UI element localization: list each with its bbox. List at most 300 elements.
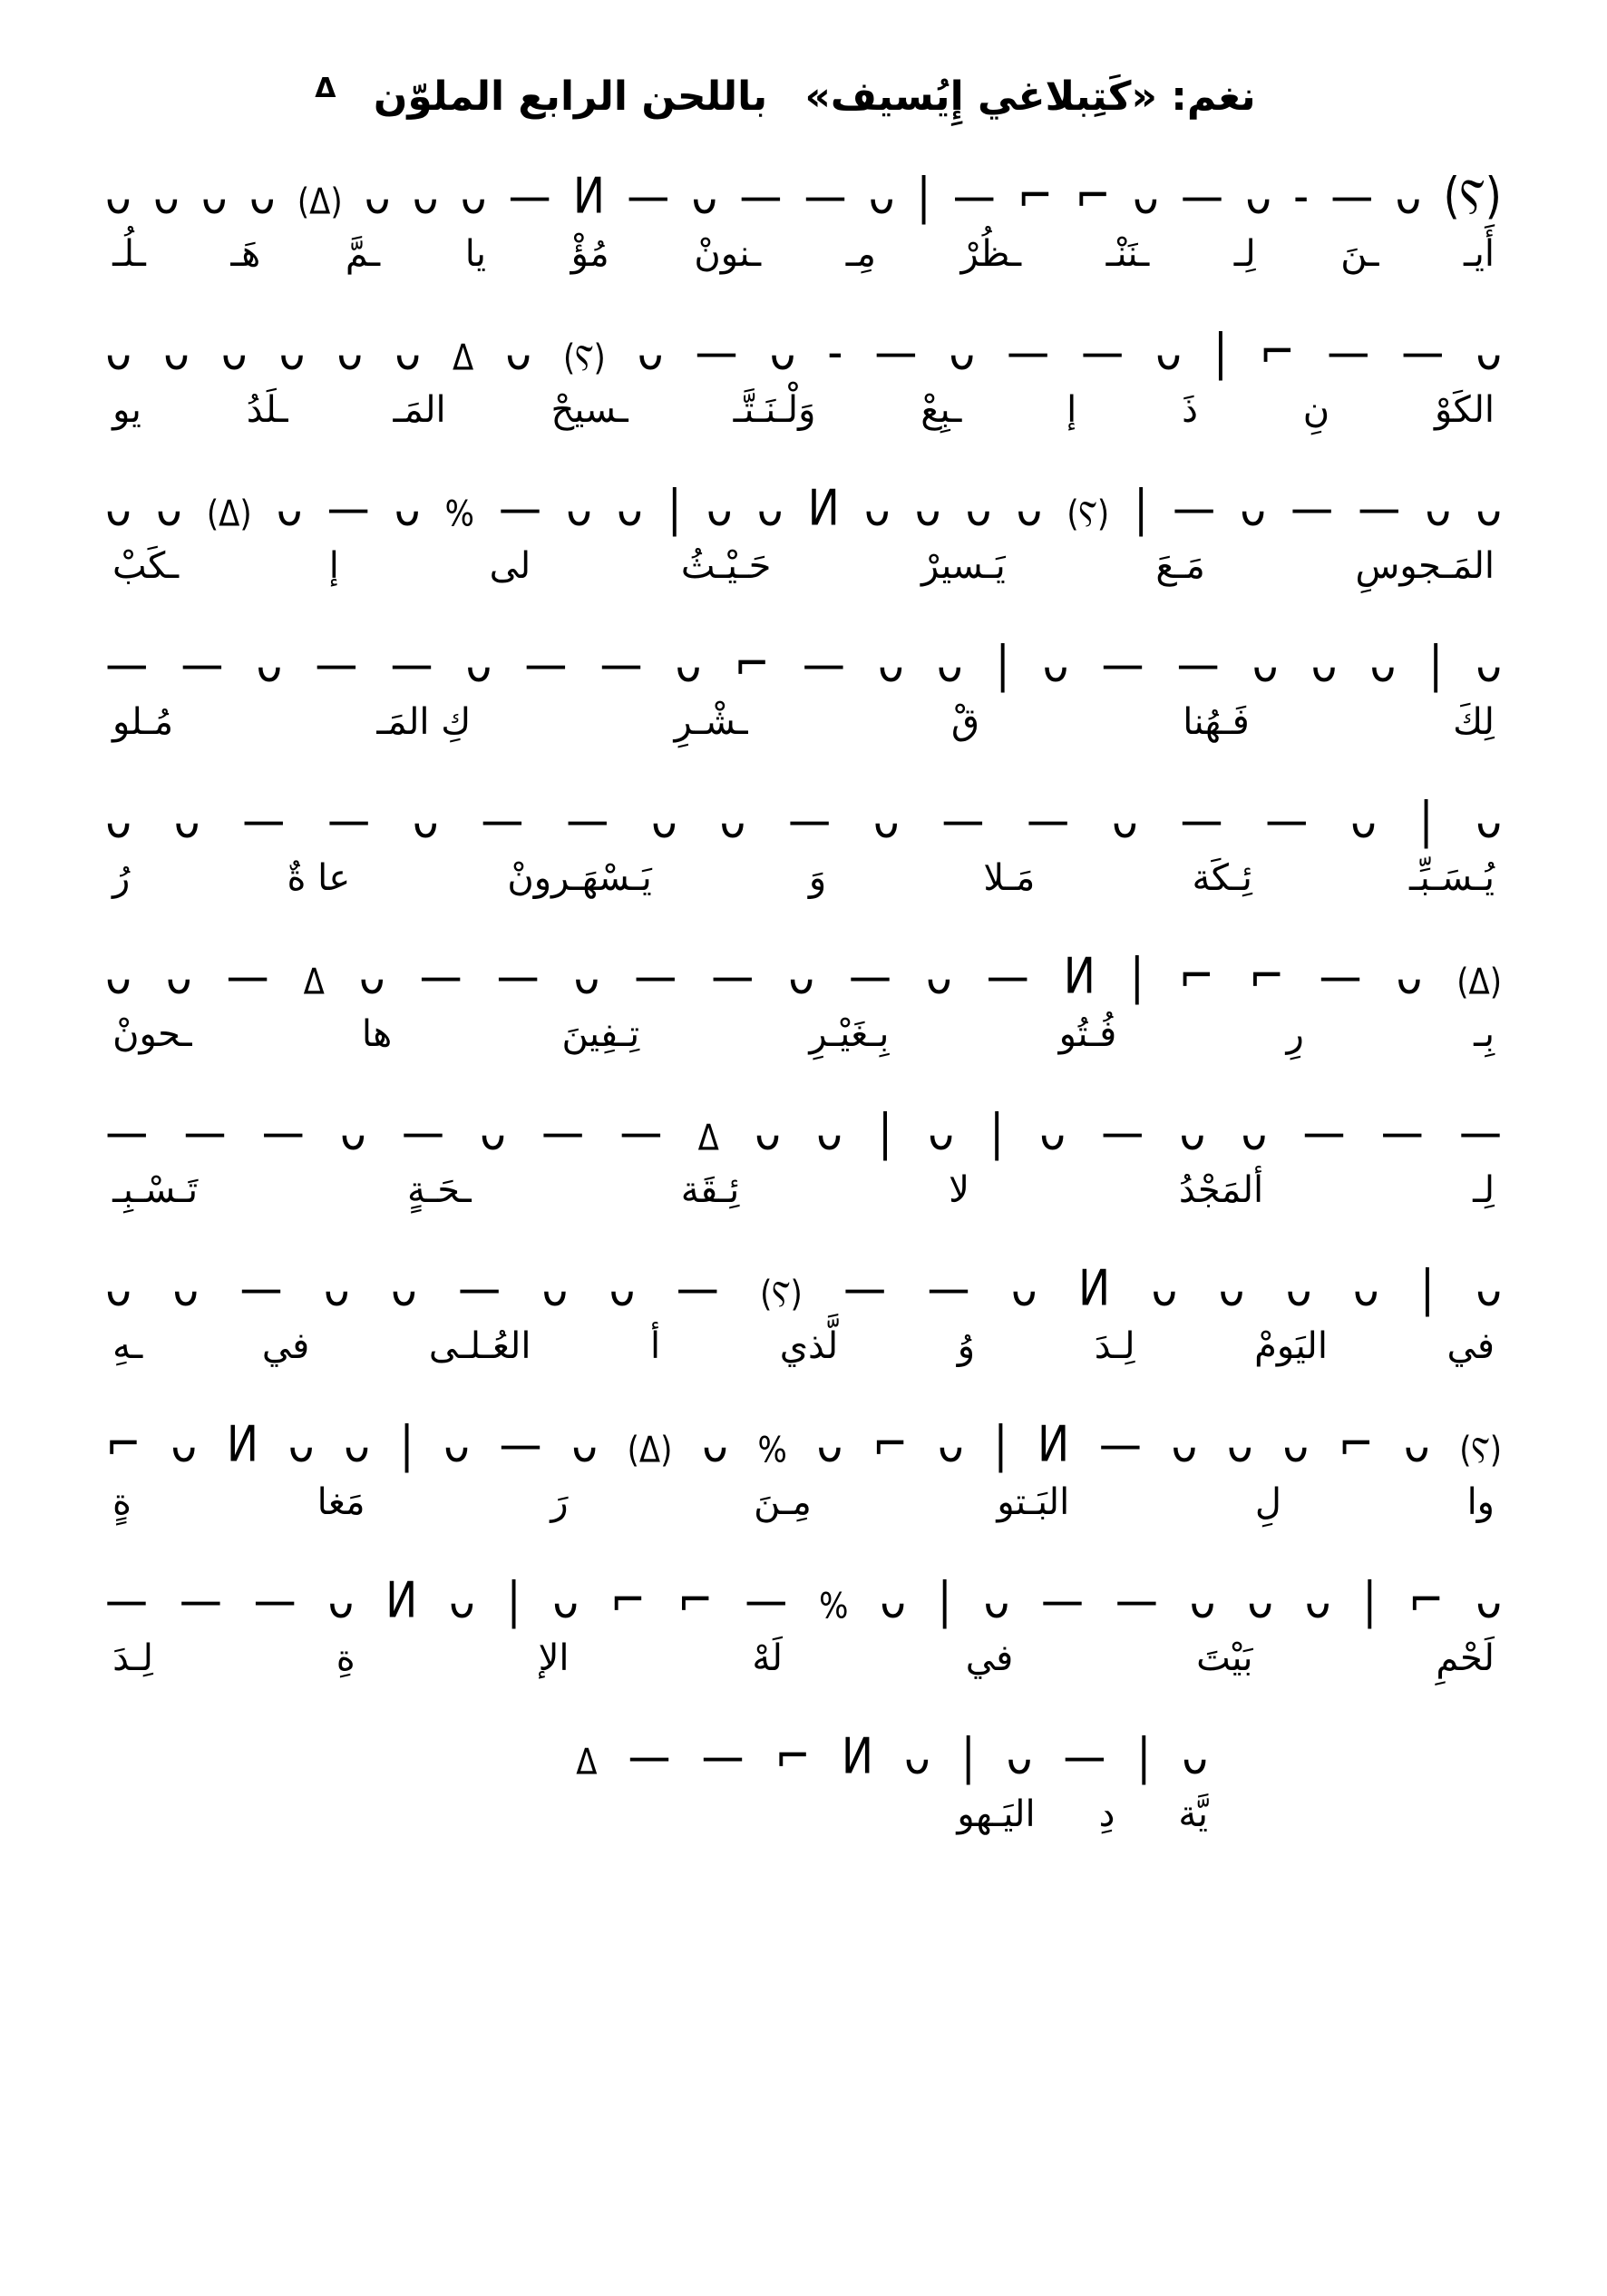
neume: | [1420, 1259, 1435, 1318]
martyria-icon: (Δ) [297, 181, 343, 223]
neume: ᴗ [1189, 1571, 1216, 1630]
neume: Ͷ [572, 167, 606, 226]
lyric-syllable: ـشْـرِ [674, 701, 748, 743]
martyria-icon: (Ⲋ) [760, 1274, 803, 1315]
lyric-syllable: لَحْمِ [1436, 1637, 1495, 1679]
neume: Ͷ [841, 1727, 874, 1786]
neume: ᴗ [1039, 1103, 1066, 1162]
lyric-syllable: مَغا [317, 1481, 365, 1523]
neume: | [1136, 1727, 1152, 1786]
neume: ᴗ [1352, 1259, 1379, 1318]
neume: — [183, 1103, 227, 1162]
neume: ᴗ [949, 323, 976, 382]
neume: ᴗ [541, 1259, 569, 1318]
neume: ᴗ [756, 479, 784, 538]
neume: — [1180, 791, 1223, 850]
lyric-syllable: ـنَ [1340, 233, 1379, 275]
neume: — [952, 167, 996, 226]
mode-label: نغم: [1171, 73, 1256, 120]
neume: ᴗ [465, 635, 492, 694]
lyric-syllable: البَـتو [997, 1481, 1070, 1523]
neume: ᴗ [105, 323, 132, 382]
neume: Ͷ [1037, 1415, 1070, 1474]
neume: ᴗ [1151, 1259, 1178, 1318]
neume: — [390, 635, 433, 694]
neume: ᴗ [200, 167, 228, 226]
neume: ᴗ [1425, 479, 1452, 538]
neume: ᴗ [1285, 1259, 1312, 1318]
neume: Ͷ [226, 1415, 259, 1474]
neume: ᴗ [1369, 635, 1397, 694]
lyric-syllable: لِكَ [1453, 701, 1495, 743]
neume: — [261, 1103, 305, 1162]
neume: — [315, 635, 358, 694]
neume: ᴗ [691, 167, 718, 226]
neume: ᴗ [394, 479, 421, 538]
martyria-icon: (Δ) [1456, 962, 1502, 1003]
lyric-syllable: إ [1066, 389, 1077, 431]
neume: ᴗ [449, 1571, 475, 1630]
neume: — [1101, 635, 1144, 694]
neume: ᴗ [1133, 167, 1159, 226]
neume: ᴗ [816, 1103, 842, 1162]
neume: ᴗ [702, 1415, 728, 1474]
neume: — [1327, 323, 1370, 382]
neume: ᴗ [163, 323, 190, 382]
neume-row-4 [100, 626, 1507, 694]
lyric-syllable: قْ [950, 701, 979, 743]
neume: — [927, 1259, 970, 1318]
neume: — [1063, 1727, 1106, 1786]
lyric-syllable: فَـهُنا [1183, 701, 1250, 743]
lyric-row-4 [100, 700, 1507, 744]
neume: % [757, 1430, 787, 1471]
neume: ᴗ [105, 1259, 132, 1318]
lyric-syllable: يا [464, 233, 487, 275]
stave-10 [100, 1562, 1507, 1680]
lyric-row-3 [100, 544, 1507, 588]
neume: ᴗ [769, 323, 796, 382]
neume: — [1358, 479, 1401, 538]
neume: — [524, 635, 568, 694]
neume: — [253, 1571, 297, 1630]
neume: ᴗ [788, 947, 815, 1006]
lyric-syllable: إ [328, 545, 339, 587]
lyric-syllable: بِـغَيْـرِ [809, 1013, 890, 1055]
neume: ⌐ [1338, 1415, 1375, 1474]
neume: — [326, 479, 370, 538]
neume: — [701, 1727, 745, 1786]
stave-1 [100, 158, 1507, 276]
neume: ᴗ [880, 1571, 906, 1630]
lyric-syllable: ـهِ [112, 1325, 143, 1367]
neume-row-11 [100, 1718, 1507, 1786]
neume: ᴗ [1245, 167, 1271, 226]
neume: ᴗ [914, 479, 941, 538]
lyric-syllable: ـلُـ [112, 233, 146, 275]
neume: ᴗ [1304, 1571, 1331, 1630]
mode-name: «كَتِبلاغي إِيُسيف» [804, 73, 1157, 120]
neume: ᴗ [1182, 1727, 1208, 1786]
neume: ᴗ [1240, 479, 1267, 538]
neume: | [989, 1103, 1005, 1162]
neume: Ͷ [807, 479, 840, 538]
neume: — [619, 1103, 663, 1162]
neume: — [1401, 323, 1445, 382]
lyric-syllable: هَـ [230, 233, 261, 275]
neume-row-8 [100, 1250, 1507, 1318]
lyric-syllable: وُ [957, 1325, 976, 1367]
neume-row-3 [100, 470, 1507, 538]
stave-6 [100, 938, 1507, 1056]
neume: ᴗ [1006, 1727, 1033, 1786]
lyric-row-1 [100, 232, 1507, 276]
neume: ᴗ [248, 167, 276, 226]
neume: — [1459, 1103, 1502, 1162]
lyric-syllable: لِـدَ [1094, 1325, 1135, 1367]
lyric-row-8 [100, 1324, 1507, 1368]
neume: — [986, 947, 1029, 1006]
neume: ᴗ [1252, 635, 1279, 694]
neume: ᴗ [617, 479, 643, 538]
neume: ᴗ [170, 1415, 198, 1474]
neume: Ͷ [1063, 947, 1096, 1006]
neume: — [788, 791, 832, 850]
neume: — [627, 167, 670, 226]
neume: — [1101, 1103, 1144, 1162]
lyric-syllable: تِـفِينَ [561, 1013, 640, 1055]
neume: ⌐ [1178, 947, 1215, 1006]
lyric-syllable: ـنَنْـ [1105, 233, 1150, 275]
neume: — [1380, 1103, 1424, 1162]
lyric-syllable: في [1446, 1325, 1495, 1367]
lyric-syllable: ذَ [1182, 389, 1198, 431]
lyric-syllable: وَ [808, 857, 827, 899]
neume: — [1173, 479, 1216, 538]
neume: ᴗ [1476, 791, 1502, 850]
neume: — [804, 167, 847, 226]
neume: ᴗ [364, 167, 391, 226]
martyria-icon: Δ [315, 73, 336, 104]
neume: ᴗ [505, 323, 532, 382]
neume: | [1428, 635, 1444, 694]
neume: | [667, 479, 682, 538]
neume: ᴗ [460, 167, 487, 226]
neume: — [327, 791, 371, 850]
lyric-syllable: المَـ [393, 389, 446, 431]
neume: | [1129, 947, 1144, 1006]
neume: ᴗ [816, 1415, 843, 1474]
neume: — [458, 1259, 502, 1318]
neume: | [960, 1727, 976, 1786]
neume: ᴗ [719, 791, 746, 850]
lyric-syllable: ـمَّ [345, 233, 381, 275]
lyric-syllable: مَـلا [983, 857, 1036, 899]
lyric-syllable: في [965, 1637, 1014, 1679]
lyric-syllable: لِ [1254, 1481, 1281, 1523]
neume: ᴗ [1042, 635, 1069, 694]
neume: ᴗ [220, 323, 248, 382]
neume: — [1181, 167, 1223, 226]
neume: ᴗ [1395, 167, 1422, 226]
neume: ᴗ [1350, 791, 1377, 850]
neume: — [1041, 1571, 1085, 1630]
neume: - [1293, 167, 1310, 226]
lyric-syllable: مُـلو [112, 701, 174, 743]
lyric-syllable: ئِـقَة [680, 1169, 740, 1211]
page-title [100, 73, 1507, 120]
neume: — [541, 1103, 585, 1162]
neume: % [819, 1586, 849, 1627]
neume: ᴗ [391, 1259, 417, 1318]
neume: ᴗ [105, 479, 131, 538]
neume: ᴗ [904, 1727, 930, 1786]
neume: — [849, 947, 892, 1006]
lyric-syllable: يَـسْهَـرونْ [507, 857, 652, 899]
neume: ᴗ [609, 1259, 636, 1318]
neume: ⌐ [1075, 167, 1111, 226]
lyric-syllable: بَيْتَ [1196, 1637, 1253, 1679]
neume: ᴗ [105, 947, 131, 1006]
neume: ᴗ [155, 479, 182, 538]
lyric-syllable: يَـسيرْ [921, 545, 1006, 587]
lyric-syllable: ـحونْ [112, 1013, 192, 1055]
neume: | [993, 1415, 1008, 1474]
lyric-syllable: نِ [1302, 389, 1330, 431]
neume: ⌐ [677, 1571, 714, 1630]
neume: — [499, 479, 542, 538]
neume: ᴗ [480, 1103, 506, 1162]
neume: — [1290, 479, 1334, 538]
neume: — [1115, 1571, 1158, 1630]
neume: Δ [452, 337, 474, 379]
neume: ᴗ [1218, 1259, 1245, 1318]
neume: — [566, 791, 609, 850]
neume: — [226, 947, 269, 1006]
lyric-syllable: وَلْـنَـتَّـ [733, 389, 816, 431]
lyric-row-5 [100, 856, 1507, 900]
neume: | [937, 1571, 952, 1630]
neume: ᴗ [276, 479, 303, 538]
neume: ᴗ [172, 1259, 200, 1318]
neume: ᴗ [755, 1103, 781, 1162]
lyric-syllable: لِـ [1233, 233, 1256, 275]
lyric-syllable: رِ [1286, 1013, 1304, 1055]
neume: — [843, 1259, 887, 1318]
lyric-syllable: مِـ [845, 233, 876, 275]
neume: — [1302, 1103, 1346, 1162]
neume: — [242, 791, 286, 850]
neume: ᴗ [1282, 1415, 1310, 1474]
martyria-icon: (Ⲋ) [1066, 493, 1110, 535]
lyric-syllable: اليَـهو [957, 1793, 1036, 1835]
lyric-syllable: رُ [112, 857, 131, 899]
neume: ᴗ [1226, 1415, 1253, 1474]
neume-row-7 [100, 1094, 1507, 1162]
martyria-icon: (Ⲋ) [1459, 1430, 1502, 1471]
neume: ᴗ [358, 947, 385, 1006]
neume: — [1027, 791, 1070, 850]
stave-2 [100, 314, 1507, 432]
neume: ᴗ [928, 1103, 954, 1162]
neume: ᴗ [868, 167, 895, 226]
lyric-row-2 [100, 388, 1507, 432]
lyric-syllable: كِ المَـ [376, 701, 472, 743]
neume: — [802, 635, 845, 694]
neume: — [676, 1259, 719, 1318]
neume: ᴗ [983, 1571, 1010, 1630]
neume: ᴗ [1247, 1571, 1273, 1630]
stave-5 [100, 782, 1507, 900]
lyric-syllable: يو [112, 389, 141, 431]
neume: ᴗ [936, 635, 963, 694]
lyric-syllable: مِـنَ [754, 1481, 812, 1523]
neume: ᴗ [571, 1415, 598, 1474]
neume: ᴗ [105, 791, 131, 850]
neume: ᴗ [1016, 479, 1043, 538]
neume: ᴗ [1476, 1571, 1502, 1630]
neume: ᴗ [1010, 1259, 1037, 1318]
neume: Ͷ [385, 1571, 418, 1630]
neume: — [401, 1103, 444, 1162]
lyric-syllable: يُـسَـبِّـ [1408, 857, 1495, 899]
neume: | [1362, 1571, 1378, 1630]
neume: — [419, 947, 463, 1006]
lyric-syllable: ـكَبْ [112, 545, 180, 587]
neume: ᴗ [566, 479, 592, 538]
lyric-syllable: لِـدَ [112, 1637, 153, 1679]
stave-3 [100, 470, 1507, 588]
neume: | [1213, 323, 1228, 382]
neume: ⌐ [774, 1727, 811, 1786]
neume: ⌐ [609, 1571, 647, 1630]
lyric-syllable: المَـجوسِ [1355, 545, 1495, 587]
neume-row-6 [100, 938, 1507, 1006]
lyric-syllable: لَهْ [752, 1637, 783, 1679]
lyric-syllable: ـلَدُ [246, 389, 288, 431]
neume: — [239, 1259, 283, 1318]
lyric-syllable: أَيـ [1464, 233, 1495, 275]
neume: ᴗ [965, 479, 992, 538]
neume: — [1007, 323, 1050, 382]
neume: — [628, 1727, 671, 1786]
neume: — [711, 947, 755, 1006]
neume: ᴗ [173, 791, 200, 850]
lyric-syllable: لَّذي [779, 1325, 839, 1367]
lyric-syllable: ةِ [336, 1637, 355, 1679]
neume: ᴗ [287, 1415, 315, 1474]
neume: Δ [697, 1118, 719, 1159]
stave-9 [100, 1406, 1507, 1524]
lyric-syllable: حَـيْـثُ [680, 545, 772, 587]
neume: ᴗ [1179, 1103, 1206, 1162]
neume: ᴗ [339, 1103, 366, 1162]
lyric-syllable: مَـعَ [1155, 545, 1205, 587]
neume: ᴗ [152, 167, 180, 226]
lyric-syllable: بِـ [1474, 1013, 1495, 1055]
lyric-syllable: دِ [1098, 1793, 1115, 1835]
neume: ᴗ [878, 635, 904, 694]
lyric-row-10 [100, 1637, 1507, 1680]
lyric-row-11 [100, 1793, 1507, 1836]
stave-11 [100, 1718, 1507, 1836]
neume: — [634, 947, 677, 1006]
neume: ᴗ [344, 1415, 370, 1474]
neume: ⌐ [1249, 947, 1285, 1006]
lyric-syllable: لى [489, 545, 531, 587]
neume: Δ [303, 962, 325, 1003]
neume: — [105, 1571, 149, 1630]
lyric-syllable: الكَوْ [1434, 389, 1495, 431]
neume: | [399, 1415, 414, 1474]
neume: ᴗ [1241, 1103, 1268, 1162]
neume: | [995, 635, 1010, 694]
lyric-syllable: اليَومْ [1254, 1325, 1328, 1367]
neume: ᴗ [926, 947, 952, 1006]
neume-row-10 [100, 1562, 1507, 1630]
lyric-syllable: في [261, 1325, 310, 1367]
neume: ᴗ [278, 323, 306, 382]
martyria-icon: (Δ) [627, 1430, 673, 1471]
martyria-icon: (Ⲋ) [563, 337, 606, 379]
neume: ᴗ [256, 635, 283, 694]
neume: | [506, 1571, 521, 1630]
neume: ᴗ [938, 1415, 964, 1474]
neume: ᴗ [1111, 791, 1138, 850]
lyric-row-7 [100, 1168, 1507, 1212]
neume: ᴗ [327, 1571, 355, 1630]
lyric-syllable: أ [650, 1325, 661, 1367]
lyric-syllable: ـنونْ [694, 233, 762, 275]
neume: | [1418, 791, 1434, 850]
lyric-syllable: الإ [538, 1637, 570, 1679]
neume: — [481, 791, 524, 850]
neume: ᴗ [1476, 479, 1502, 538]
neume: ᴗ [706, 479, 733, 538]
neume: — [941, 791, 985, 850]
neume: | [1134, 479, 1149, 538]
lyric-syllable: العُـلـى [428, 1325, 531, 1367]
neume: ⌐ [1408, 1571, 1445, 1630]
lyric-row-6 [100, 1012, 1507, 1056]
lyric-syllable: لِـ [1473, 1169, 1495, 1211]
neume: — [180, 635, 224, 694]
stave-8 [100, 1250, 1507, 1368]
neume: — [179, 1571, 222, 1630]
lyric-syllable: فُـتُو [1058, 1013, 1117, 1055]
neume: ᴗ [1310, 635, 1338, 694]
lyric-syllable: لا [949, 1169, 969, 1211]
neume-row-5 [100, 782, 1507, 850]
neume: ᴗ [675, 635, 702, 694]
neume: ᴗ [323, 1259, 350, 1318]
neume-row-1 [100, 158, 1507, 226]
neume: ᴗ [105, 167, 131, 226]
neume: ⌐ [872, 1415, 909, 1474]
martyria-icon: (Δ) [206, 493, 252, 535]
neume: - [827, 323, 843, 382]
neume: ᴗ [1403, 1415, 1430, 1474]
lyric-syllable: ها [361, 1013, 393, 1055]
neume: — [499, 1415, 542, 1474]
neume: — [1319, 947, 1362, 1006]
lyric-syllable: ـظُرْ [960, 233, 1022, 275]
lyric-syllable: ـحَـةٍ [407, 1169, 472, 1211]
neume: ᴗ [1476, 635, 1502, 694]
lyric-syllable: يَّة [1178, 1793, 1208, 1835]
lyric-syllable: ـبِعْ [920, 389, 962, 431]
neume: % [444, 493, 474, 535]
